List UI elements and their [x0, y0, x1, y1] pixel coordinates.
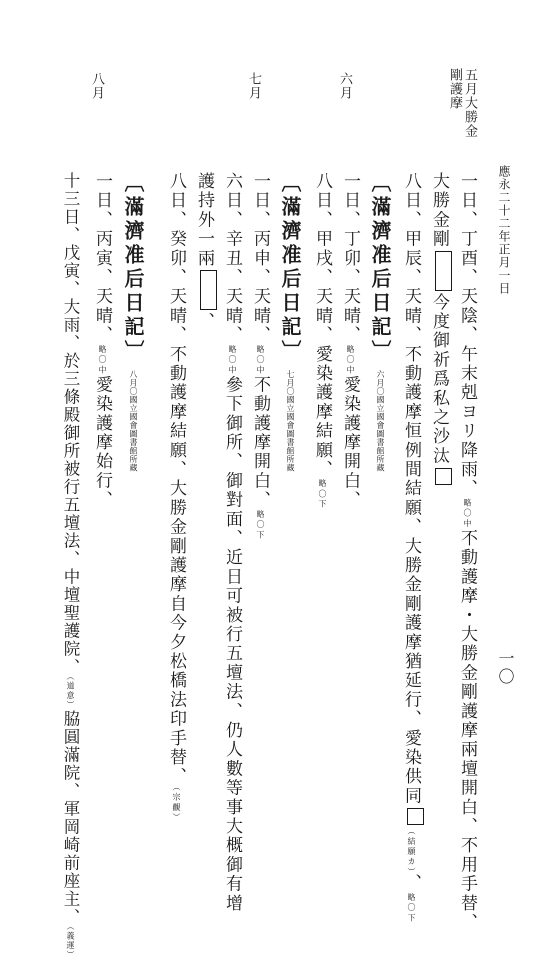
lacuna-box: [200, 270, 217, 310]
text-column: 大勝金剛今度御祈爲私之沙汰: [427, 172, 452, 487]
text-column: 一日、丁酉、天陰、午末剋ヨリ降雨、略〇中不動護摩・大勝金剛護摩兩壇開白、不用手替、: [457, 172, 477, 933]
text-column: 十三日、戊寅、大雨、於三條殿御所被行五壇法、中壇聖護院、（道意）脇圓滿院、軍岡崎前座主、（義運）: [61, 172, 80, 960]
lacuna-box: [435, 468, 452, 485]
source-note: 七月〇國立國會圖書館所藏: [286, 370, 295, 472]
source-heading: 〔滿濟准后日記〕六月〇國立國會圖書館所藏: [368, 172, 392, 472]
source-heading: 〔滿濟准后日記〕八月〇國立國會圖書館所藏: [121, 172, 145, 472]
margin-note: 八月: [89, 72, 104, 100]
source-note: 六月〇國立國會圖書館所藏: [376, 370, 385, 472]
running-title: 應永二十二年正月一日: [497, 165, 511, 295]
text-column: 一日、丙申、天晴、略〇中不動護摩開白、略〇下: [250, 172, 270, 541]
text-column: 一日、丁卯、天晴、略〇中愛染護摩開白、: [340, 172, 360, 510]
margin-note: 五月大勝金剛護摩: [447, 68, 477, 138]
text-column: 六日、辛丑、天晴、略〇中參下御所、御對面、近日可被行五壇法、仍人數等事大概御有增: [222, 172, 242, 914]
text-column: 護持外一兩、: [192, 172, 217, 331]
margin-note: 七月: [246, 72, 261, 100]
text-column: 一日、丙寅、天晴、略〇中愛染護摩始行、: [92, 172, 112, 510]
text-column: 八日、癸卯、天晴、不動護摩結願、大勝金剛護摩自今夕松橋法印手替、（宗觀）: [166, 172, 186, 824]
lacuna-box: [407, 808, 424, 825]
text-column: 八日、甲辰、天晴、不動護摩恒例間結願、大勝金剛護摩猶延行、愛染供同（結願カ）、略〇下: [399, 172, 424, 923]
source-note: 八月〇國立國會圖書館所藏: [129, 370, 138, 472]
margin-note: 六月: [337, 72, 352, 100]
page-number: 一〇: [496, 650, 515, 686]
text-column: 八日、甲戌、天晴、愛染護摩結願、略〇下: [312, 172, 332, 510]
source-heading: 〔滿濟准后日記〕七月〇國立國會圖書館所藏: [278, 172, 302, 472]
lacuna-box: [435, 251, 452, 291]
